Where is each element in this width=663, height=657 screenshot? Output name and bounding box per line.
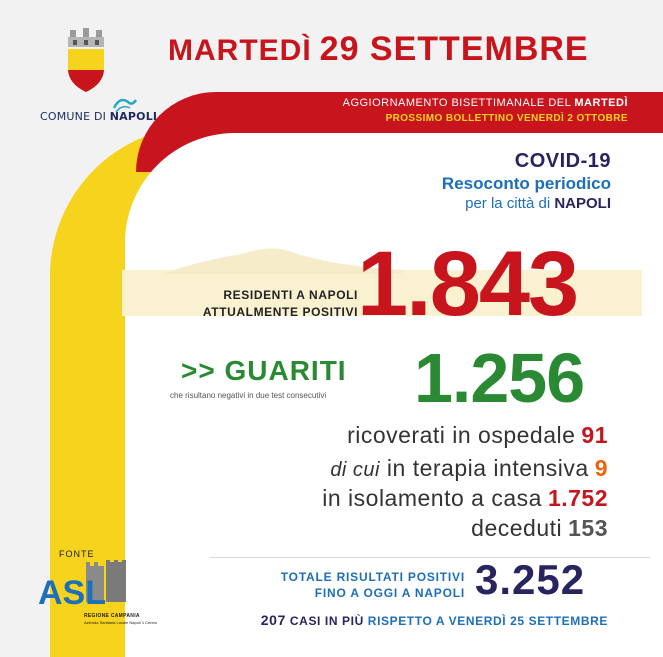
totale-value: 3.252 <box>475 556 586 603</box>
asl-wordmark: ASL <box>38 574 106 612</box>
region-label: REGIONE CAMPANIA <box>84 613 140 619</box>
isolamento-row: in isolamento a casa 1.752 <box>322 485 608 511</box>
positivi-label: RESIDENTI A NAPOLI ATTUALMENTE POSITIVI <box>202 288 358 319</box>
asl-unit-label: Azienda Sanitaria Locale Napoli 1 Centro <box>84 620 158 625</box>
napoli-coat-of-arms-icon <box>64 28 108 94</box>
terapia-intensiva-row: di cui in terapia intensiva 9 <box>330 455 608 481</box>
next-bulletin-banner: PROSSIMO BOLLETTINO VENERDÌ 2 OTTOBRE <box>385 113 628 124</box>
ricoverati-row: ricoverati in ospedale 91 <box>347 422 608 448</box>
guariti-label: >> GUARITI <box>181 355 347 386</box>
wave-icon <box>112 94 138 114</box>
report-title: COVID-19 Resoconto periodico per la città di NAPOLI <box>441 150 611 212</box>
update-banner: AGGIORNAMENTO BISETTIMANALE DEL MARTEDÌ <box>342 97 628 109</box>
positivi-value: 1.843 <box>357 233 578 335</box>
guariti-value: 1.256 <box>414 339 585 417</box>
headline-date: MARTEDÌ 29 SETTEMBRE <box>168 30 589 68</box>
fonte-label: FONTE <box>59 549 95 559</box>
asl-castle-icon <box>36 560 132 616</box>
deceduti-row: deceduti 153 <box>471 515 608 541</box>
guariti-note: che risultano negativi in due test consecutivi <box>170 391 327 400</box>
comune-di-napoli-logo: COMUNE DI NAPOLI <box>40 110 158 123</box>
totale-label: TOTALE RISULTATI POSITIVI FINO A OGGI A NAPOLI <box>280 570 465 600</box>
delta-note: 207 CASI IN PIÙ RISPETTO A VENERDÌ 25 SETTEMBRE <box>260 612 608 628</box>
